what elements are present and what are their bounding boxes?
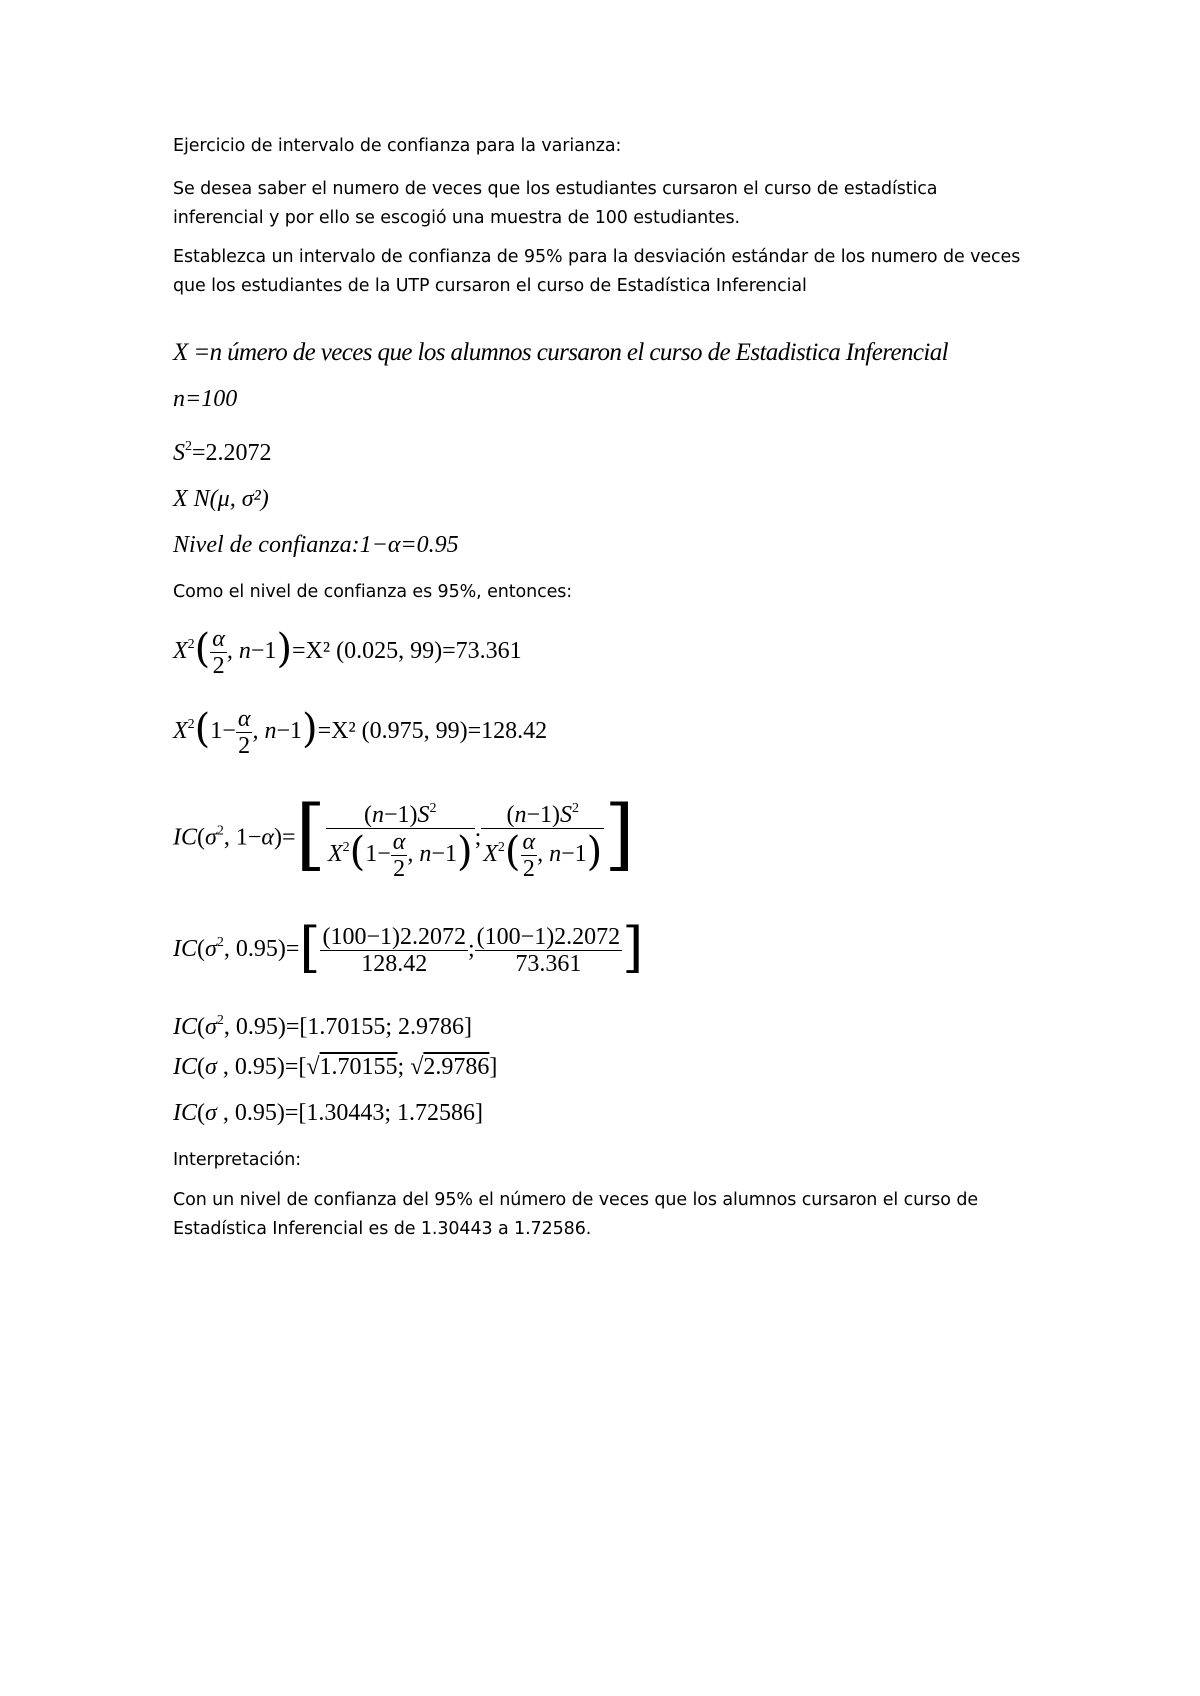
ci-variance-result: $IC(\sigma^2$, 0.95)=[1.70155; 2.9786] (173, 1013, 473, 1040)
problem-statement: Se desea saber el numero de veces que los estudiantes cursaron el curso de estadística inferencial y por ello se escogió una muestra de 100 estudiantes. (173, 179, 938, 228)
ci-sd-result: IC(σ , 0.95)=[1.30443; 1.72586] (173, 1100, 484, 1126)
variable-definition: X =n úmero de veces que los alumnos cursaron el curso de Estadistica Inferencial (173, 339, 948, 366)
confidence-level: Nivel de confianza:1−α=0.95 (173, 532, 459, 558)
distribution: X N(μ, σ²) (173, 486, 269, 512)
ci-sd-sqrt: IC(σ , 0.95)=[√1.70155; √2.9786] (173, 1054, 498, 1080)
sample-size: n=100 (173, 386, 238, 412)
sample-variance: $S^2=2.2072$ (173, 439, 272, 466)
ci-formula: $IC(\sigma^2$, 1−α)=[ $(n-1)S^2$ $X^2(1-$ $\frac{\alpha}{2}$ , n−1) ; $(n-1)S^2$ $X^2$( $\frac{\alpha}{2}$ , n−1) ] (173, 789, 635, 882)
ci-substituted: $IC(\sigma^2$, 0.95)=[ $\frac{(100-1)2.2072}{128.42}$ ; $\frac{(100-1)2.2072}{73.361}$ ] (173, 916, 644, 980)
exercise-title: Ejercicio de intervalo de confianza para la varianza: (173, 136, 622, 156)
chi-square-lower: $X^2$( $\frac{\alpha}{2}$ , n−1)=X² (0.025, 99)=73.361 (173, 626, 522, 679)
task-statement: Establezca un intervalo de confianza de 95% para la desviación estándar de los numero de veces que los estudiantes de la UTP cursaron el curso de Estadística Inferencial (173, 247, 1021, 296)
chi-square-upper: $X^2(1-$ $\frac{\alpha}{2}$ , n−1)=X² (0.975, 99)=128.42 (173, 706, 548, 759)
interpretation-heading: Interpretación: (173, 1150, 302, 1170)
intro-sentence: Como el nivel de confianza es 95%, entonces: (173, 582, 573, 602)
interpretation-body: Con un nivel de confianza del 95% el número de veces que los alumnos cursaron el curso de Estadística Inferencial es de 1.30443 a 1.72586. (173, 1190, 979, 1239)
